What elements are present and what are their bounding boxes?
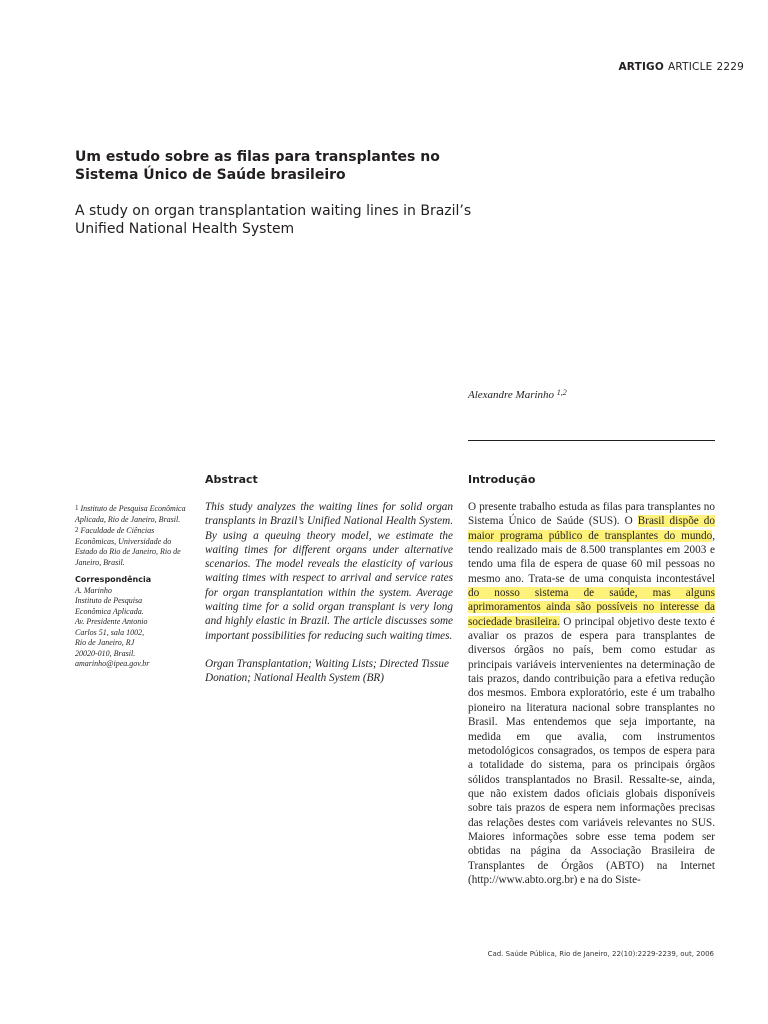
title-english: A study on organ transplantation waiting lines in Brazil’s Unified National Health System <box>75 203 472 237</box>
intro-text: , tendo realizado mais de 8.500 transplantes em 2003 e tendo uma fila de espera de quase 60 mil pessoas no mesmo ano. Trata-se de uma conquista incontestável <box>468 529 715 585</box>
intro-text: O presente trabalho estuda as filas para transplantes no Sistema Único de Saúde (SUS). O <box>468 501 715 528</box>
abstract <box>205 500 453 686</box>
affiliation-1: $^1$ Instituto de Pesquisa Econômica Aplicada, Rio de Janeiro, Brasil. <box>75 504 186 524</box>
abstract-text: This study analyzes the waiting lines for solid organ transplants in Brazil’s Unified National Health System. By using a queuing theory model, we estimate the waiting times for different organs under alternative scenarios. The model reveals the elasticity of various waiting times with respect to arrival and service rates for organ transplantation within the system. Average waiting time for a solid organ transplant is very long and highly elastic in Brazil. The article discusses some important possibilities for reducing such waiting times. <box>205 501 453 642</box>
intro-heading: Introdução <box>468 473 536 486</box>
author-name: Alexandre Marinho <box>468 389 555 401</box>
correspondence-line: Instituto de Pesquisa <box>75 596 143 605</box>
correspondence-line: A. Marinho <box>75 585 112 595</box>
title-portuguese: Um estudo sobre as filas para transplantes no Sistema Único de Saúde brasileiro <box>75 149 440 183</box>
correspondence-line: Carlos 51, sala 1002, <box>75 627 145 637</box>
author-divider <box>468 440 715 441</box>
correspondence-line: Av. Presidente Antonio <box>75 617 148 626</box>
running-header <box>618 61 744 73</box>
correspondence-line: Econômica Aplicada. <box>75 606 144 616</box>
correspondence-line: 20020-010, Brasil. <box>75 648 136 658</box>
header-article: ARTICLE <box>668 61 713 73</box>
header-artigo: ARTIGO <box>618 61 665 73</box>
highlighted-text: do nosso sistema de saúde, mas alguns aprimoramentos ainda são possíveis no interesse da sociedade brasileira. <box>468 587 715 628</box>
introduction-body <box>468 500 715 887</box>
correspondence-heading: Correspondência <box>75 575 152 584</box>
affiliations <box>75 503 190 670</box>
author <box>468 388 567 401</box>
header-page-number: 2229 <box>716 61 744 73</box>
affiliation-2: $^2$ Faculdade de Ciências Econômicas, Universidade do Estado do Rio de Janeiro, Rio de Janeiro, Brasil. <box>75 526 181 567</box>
intro-text: O principal objetivo deste texto é avaliar os prazos de espera para transplantes de diversos órgãos no país, bem como estudar as principais variáveis intervenientes na determinação de tais prazos, dando contribuição para a efetiva redução dos mesmos. Embora exploratório, este é um trabalho pioneiro na literatura nacional sobre transplantes no Brasil. Mas entendemos que seja importante, na medida em que avalia, com instrumentos metodológicos consagrados, os tempos de espera para a totalidade do sistema, para os principais órgãos sólidos transplantados no Brasil. Ressalte-se, ainda, que não existem dados oficiais globais disponíveis sobre tais prazos de espera nem informações precisas das relações destes com variáveis relevantes no SUS. Maiores informações sobre esse tema podem ser obtidas na página da Associação Brasileira de Transplantes de Órgãos (ABTO) na Internet (http://www.abto.org.br) e na do Siste- <box>468 615 715 886</box>
abstract-heading: Abstract <box>205 473 258 486</box>
highlighted-text: Brasil dispõe do maior programa público de transplantes do mundo <box>468 515 715 542</box>
author-affiliation-marks: 1,2 <box>556 388 567 397</box>
correspondence-email: amarinho@ipea.gov.br <box>75 659 150 668</box>
correspondence-line: Rio de Janeiro, RJ <box>75 638 135 647</box>
keywords: Organ Transplantation; Waiting Lists; Directed Tissue Donation; National Health System (BR) <box>205 657 449 685</box>
journal-footer: Cad. Saúde Pública, Rio de Janeiro, 22(10):2229-2239, out, 2006 <box>487 950 714 958</box>
